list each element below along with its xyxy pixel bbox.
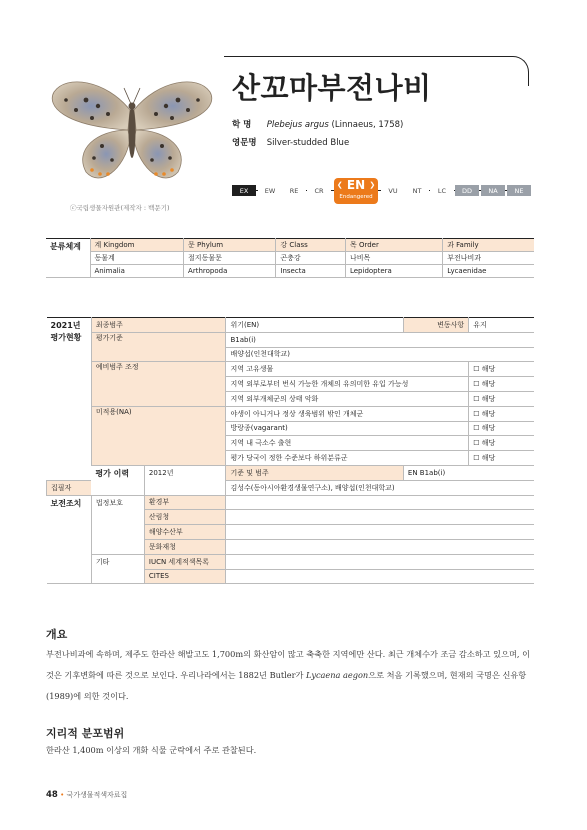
overview-title: 개요 bbox=[46, 628, 68, 641]
criteria-label: 평가기준 bbox=[91, 332, 226, 362]
order-latin: Lepidoptera bbox=[345, 265, 442, 278]
prelim-checkbox[interactable]: ☐ 해당 bbox=[469, 362, 534, 377]
prelim-checkbox[interactable]: ☐ 해당 bbox=[469, 391, 534, 406]
iucn-level-nt: NT bbox=[405, 185, 429, 196]
history-label: 평가 이력 bbox=[91, 465, 144, 495]
history-author-value: 김성수(동아시아환경생물연구소), 배양섭(인천대학교) bbox=[226, 480, 534, 495]
legal-value bbox=[226, 539, 534, 554]
species-title: 산꼬마부전나비 bbox=[232, 71, 432, 105]
history-year: 2012년 bbox=[144, 465, 226, 495]
na-checkbox[interactable]: ☐ 해당 bbox=[469, 451, 534, 466]
prelim-checkbox[interactable]: ☐ 해당 bbox=[469, 377, 534, 392]
iucn-current-code: EN bbox=[346, 178, 366, 192]
iucn-level-cr: CR bbox=[307, 185, 331, 196]
classification-korean-row bbox=[46, 252, 534, 265]
iucn-level-ne: NE bbox=[507, 185, 531, 196]
change-value: 유지 bbox=[469, 318, 534, 333]
scientific-name-label: 학 명 bbox=[232, 120, 252, 130]
class-korean: 곤충강 bbox=[276, 252, 346, 265]
iucn-level-dd: DD bbox=[455, 185, 479, 196]
overview-text-a: 부전나비과에 속하며, 제주도 한라산 해발고도 1,700m의 화산암이 많고 축축한 지역에만 산다. 최근 개체수가 조금 감소하고 있으며, 이것은 기후변화에 따른 것으로 보인다. 우리나라에서는 1882년 Butler가 bbox=[46, 649, 531, 680]
protection-label: 보전조치 bbox=[47, 495, 92, 584]
classification-label: 분류체계 bbox=[46, 239, 90, 278]
evaluation-table bbox=[46, 317, 534, 584]
rank-phylum: 문 Phylum bbox=[184, 239, 276, 252]
legal-value bbox=[226, 510, 534, 525]
na-label: 미적용(NA) bbox=[91, 406, 226, 465]
overview-text-italic: Lycaena aegon bbox=[306, 670, 369, 680]
scientific-name: Plebejus argus bbox=[266, 120, 329, 130]
final-category-row bbox=[47, 318, 535, 333]
iucn-level-ew: EW bbox=[258, 185, 282, 196]
kingdom-latin: Animalia bbox=[90, 265, 184, 278]
phylum-korean: 절지동물문 bbox=[184, 252, 276, 265]
iucn-current-badge bbox=[334, 178, 378, 204]
criteria-person: 배양섭(인천대학교) bbox=[226, 347, 534, 362]
distribution-title: 지리적 분포범위 bbox=[46, 727, 125, 740]
other-value bbox=[226, 554, 534, 569]
photo-credit: ⓒ국립생물자원관(제작자 : 백문기) bbox=[70, 204, 170, 212]
history-author-label: 집필자 bbox=[47, 480, 92, 495]
prelim-item: 지역 외부로부터 번식 가능한 개체의 유의미한 유입 가능성 bbox=[226, 377, 469, 392]
final-category-value: 위기(EN) bbox=[226, 318, 403, 333]
iucn-level-lc: LC bbox=[430, 185, 454, 196]
iucn-level-vu: VU bbox=[381, 185, 405, 196]
iucn-level-na: NA bbox=[481, 185, 505, 196]
english-name: Silver-studded Blue bbox=[266, 138, 350, 148]
prelim-row bbox=[47, 362, 535, 377]
family-korean: 부전나비과 bbox=[443, 252, 534, 265]
overview-text-b: 으로 처음 기록했으며, 현재의 국명은 신유항(1989)에 의한 것이다. bbox=[46, 670, 527, 701]
arrow-left-icon: ❮ bbox=[336, 181, 343, 189]
legal-item: 문화재청 bbox=[144, 539, 226, 554]
protection-row bbox=[47, 554, 535, 569]
butterfly-specimen-image bbox=[46, 70, 218, 190]
prelim-label: 예비범주 조정 bbox=[91, 362, 226, 406]
iucn-current-name: Endangered bbox=[339, 194, 373, 200]
na-checkbox[interactable]: ☐ 해당 bbox=[469, 406, 534, 421]
scientific-author: (Linnaeus, 1758) bbox=[328, 120, 404, 130]
na-item: 지역 내 극소수 출현 bbox=[226, 436, 469, 451]
arrow-right-icon: ❯ bbox=[369, 181, 376, 189]
page-footer bbox=[46, 790, 127, 800]
na-checkbox[interactable]: ☐ 해당 bbox=[469, 421, 534, 436]
rank-order: 목 Order bbox=[345, 239, 442, 252]
order-korean: 나비목 bbox=[345, 252, 442, 265]
legal-value bbox=[226, 495, 534, 510]
classification-table bbox=[46, 238, 534, 278]
rank-kingdom: 계 Kingdom bbox=[90, 239, 184, 252]
section-2021-label: 2021년 평가현황 bbox=[47, 318, 92, 481]
other-item: IUCN 세계적색목록 bbox=[144, 554, 226, 569]
legal-item: 환경부 bbox=[144, 495, 226, 510]
criteria-row bbox=[47, 332, 535, 347]
na-item: 방랑종(vagarant) bbox=[226, 421, 469, 436]
criteria-value: B1ab(i) bbox=[226, 332, 534, 347]
na-checkbox[interactable]: ☐ 해당 bbox=[469, 436, 534, 451]
prelim-item: 지역 외부개체군의 상태 악화 bbox=[226, 391, 469, 406]
na-item: 야생이 아니거나 정상 생육범위 밖인 개체군 bbox=[226, 406, 469, 421]
kingdom-korean: 동물계 bbox=[90, 252, 184, 265]
class-latin: Insecta bbox=[276, 265, 346, 278]
english-name-row bbox=[232, 136, 349, 148]
legal-value bbox=[226, 525, 534, 540]
scientific-name-row bbox=[232, 118, 403, 130]
iucn-level-ex: EX bbox=[232, 185, 256, 196]
protection-row bbox=[47, 495, 535, 510]
other-item: CITES bbox=[144, 569, 226, 584]
final-category-label: 최종범주 bbox=[91, 318, 226, 333]
rank-family: 과 Family bbox=[443, 239, 534, 252]
legal-item: 산림청 bbox=[144, 510, 226, 525]
page-number: 48 bbox=[46, 790, 58, 800]
na-item: 평가 당국이 정한 수준보다 하위분류군 bbox=[226, 451, 469, 466]
overview-text bbox=[46, 644, 536, 707]
family-latin: Lycaenidae bbox=[443, 265, 534, 278]
iucn-level-re: RE bbox=[282, 185, 306, 196]
classification-latin-row bbox=[46, 265, 534, 278]
classification-header-row bbox=[46, 239, 534, 252]
prelim-item: 지역 고유생물 bbox=[226, 362, 469, 377]
footer-bullet: • bbox=[60, 791, 65, 799]
legal-label: 법정보호 bbox=[91, 495, 144, 554]
history-category-row bbox=[47, 465, 535, 480]
legal-item: 해양수산부 bbox=[144, 525, 226, 540]
distribution-text: 한라산 1,400m 이상의 개화 식물 군락에서 주로 관찰된다. bbox=[46, 745, 257, 755]
other-value bbox=[226, 569, 534, 584]
phylum-latin: Arthropoda bbox=[184, 265, 276, 278]
english-name-label: 영문명 bbox=[232, 138, 257, 148]
book-title: 국가생물적색자료집 bbox=[66, 791, 128, 799]
na-row bbox=[47, 406, 535, 421]
history-category-label: 기준 및 범주 bbox=[226, 465, 403, 480]
other-label: 기타 bbox=[91, 554, 144, 584]
rank-class: 강 Class bbox=[276, 239, 346, 252]
change-label: 변동사항 bbox=[403, 318, 468, 333]
history-category-value: EN B1ab(i) bbox=[403, 465, 534, 480]
